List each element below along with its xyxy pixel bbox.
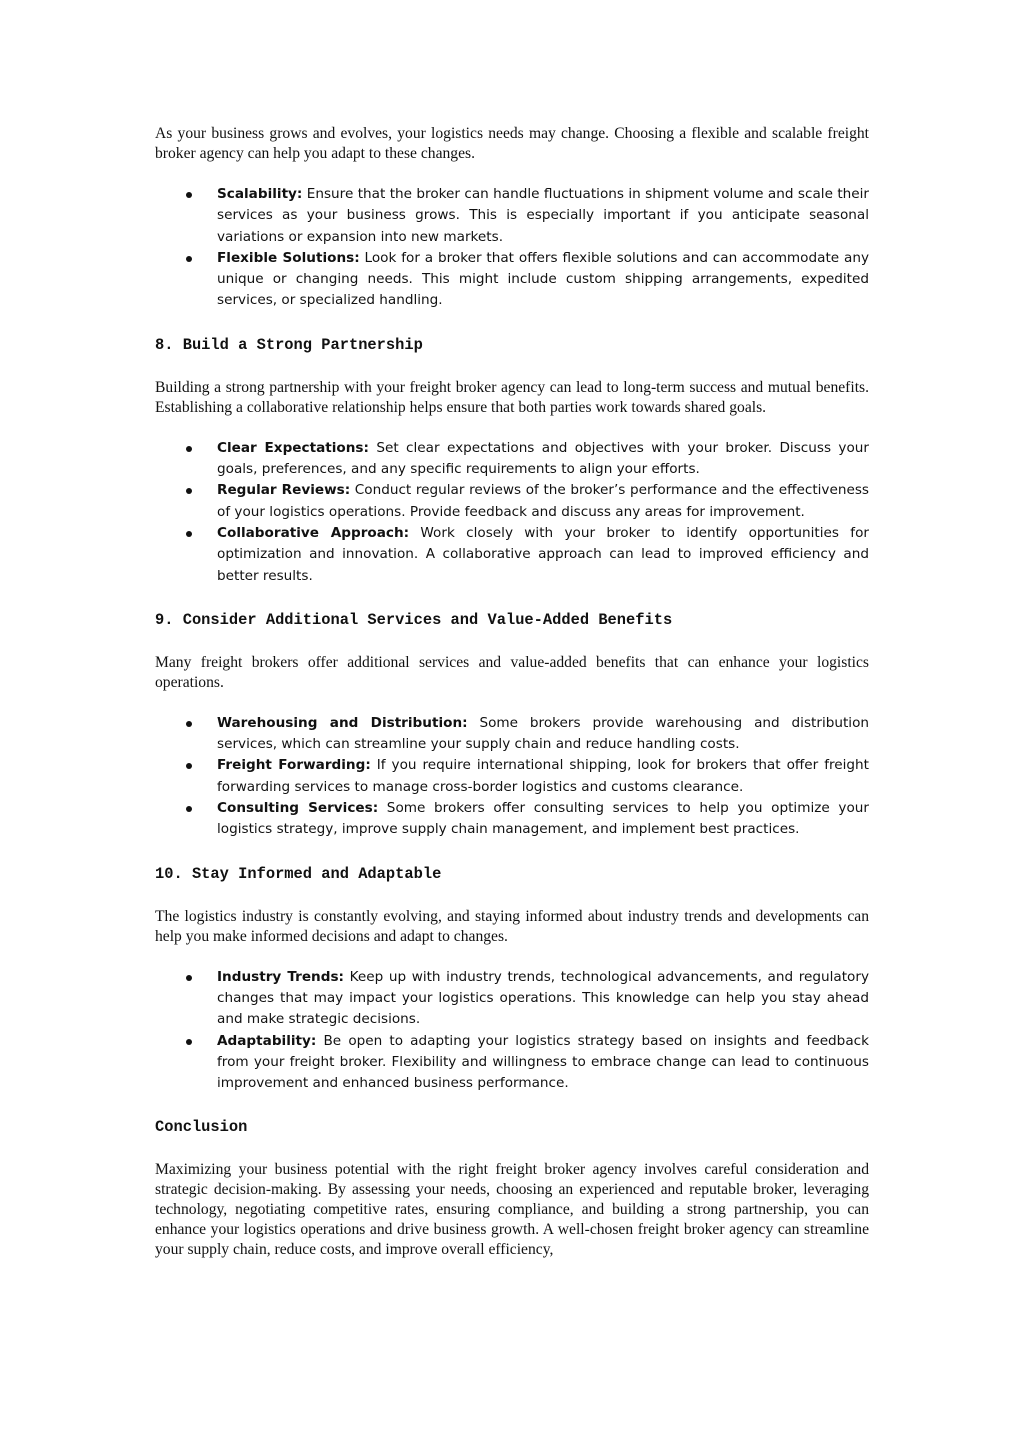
bullet-text: Some brokers provide warehousing and distribution services, which can streamline your supply chain and reduce handling costs.	[217, 714, 870, 753]
conclusion-paragraph: Maximizing your business potential with the right freight broker agency involves careful consideration and strategic decision-making. By assessing your needs, choosing an experienced and reputable broker, leveraging technology, negotiating competitive rates, ensuring compliance, and building a strong partnership, you can enhance your logistics operations and drive business growth. A well-chosen freight broker agency can streamline your supply chain, reduce costs, and improve overall efficiency,	[155, 1161, 869, 1259]
bullet-text: Work closely with your broker to identify opportunities for optimization and innovation. A collaborative approach can lead to improved efficiency and better results.	[217, 524, 869, 584]
bullet-term: Scalability:	[217, 186, 303, 202]
bullet-term: Flexible Solutions:	[217, 249, 360, 266]
bullet-text: Conduct regular reviews of the broker’s performance and the effectiveness of your logistics operations. Provide feedback and discuss any areas for improvement.	[217, 482, 869, 520]
bullet-text: Keep up with industry trends, technological advancements, and regulatory changes that may impact your logistics operations. This knowledge can help you stay ahead and make strategic decisions.	[217, 968, 870, 1028]
bullet-text: If you require international shipping, look for brokers that offer freight forwarding services to manage cross-border logistics and customs clearance.	[217, 757, 869, 795]
list-item	[155, 713, 869, 756]
list-item	[155, 1031, 869, 1095]
document-page	[155, 124, 869, 1260]
bullet-icon	[186, 446, 192, 452]
bullet-text: Ensure that the broker can handle fluctuations in shipment volume and scale their services as your business grows. This is especially important if you anticipate seasonal variations or expansion into new markets.	[217, 186, 869, 245]
bullet-term: Consulting Services:	[217, 800, 379, 817]
bullet-icon	[186, 488, 192, 494]
list-item	[155, 184, 869, 248]
conclusion-heading: Conclusion	[155, 1118, 248, 1137]
section10-bullet-list	[155, 967, 869, 1095]
bullet-term: Warehousing and Distribution:	[217, 714, 468, 731]
bullet-term: Collaborative Approach:	[217, 524, 410, 541]
bullet-icon	[186, 192, 192, 198]
bullet-term: Regular Reviews:	[217, 482, 351, 499]
bullet-icon	[186, 256, 192, 262]
section9-bullet-list	[155, 713, 869, 841]
list-item	[155, 248, 869, 312]
bullet-term: Freight Forwarding:	[217, 757, 371, 774]
bullet-icon	[186, 1039, 192, 1045]
section-paragraph: The logistics industry is constantly evolving, and staying informed about industry trends and developments can help you make informed decisions and adapt to changes.	[155, 907, 869, 945]
bullet-icon	[186, 975, 192, 981]
bullet-text: Be open to adapting your logistics strategy based on insights and feedback from your freight broker. Flexibility and willingness to embrace change can lead to continuous improvement and enhanced business performance.	[217, 1032, 869, 1092]
section8-bullet-list	[155, 438, 869, 587]
bullet-text: Set clear expectations and objectives with your broker. Discuss your goals, preferences, and any specific requirements to align your efforts.	[217, 439, 869, 478]
section-heading: 10. Stay Informed and Adaptable	[155, 864, 442, 883]
section-paragraph: Many freight brokers offer additional services and value-added benefits that can enhance your logistics operations.	[155, 653, 869, 691]
bullet-term: Adaptability:	[217, 1032, 317, 1049]
bullet-icon	[186, 721, 192, 727]
list-item	[155, 438, 869, 481]
intro-paragraph: As your business grows and evolves, your logistics needs may change. Choosing a flexible and scalable freight broker agency can help you adapt to these changes.	[155, 125, 869, 162]
section-paragraph: Building a strong partnership with your freight broker agency can lead to long-term success and mutual benefits. Establishing a collaborative relationship helps ensure that both parties work towards shared goals.	[155, 378, 869, 416]
list-item	[155, 480, 869, 523]
bullet-icon	[186, 763, 192, 769]
bullet-text: Some brokers offer consulting services to help you optimize your logistics strategy, improve supply chain management, and implement best practices.	[217, 800, 869, 838]
bullet-icon	[186, 806, 192, 812]
bullet-icon	[186, 531, 192, 537]
list-item	[155, 967, 869, 1031]
list-item	[155, 523, 869, 587]
section-heading: 9. Consider Additional Services and Value-Added Benefits	[155, 610, 673, 629]
list-item	[155, 798, 869, 841]
bullet-text: Look for a broker that offers flexible solutions and can accommodate any unique or changing needs. This might include custom shipping arrangements, expedited services, or specialized handling.	[217, 249, 869, 309]
bullet-term: Industry Trends:	[217, 968, 344, 985]
intro-bullet-list	[155, 184, 869, 312]
list-item	[155, 755, 869, 798]
bullet-term: Clear Expectations:	[217, 439, 369, 456]
section-heading: 8. Build a Strong Partnership	[155, 335, 423, 354]
